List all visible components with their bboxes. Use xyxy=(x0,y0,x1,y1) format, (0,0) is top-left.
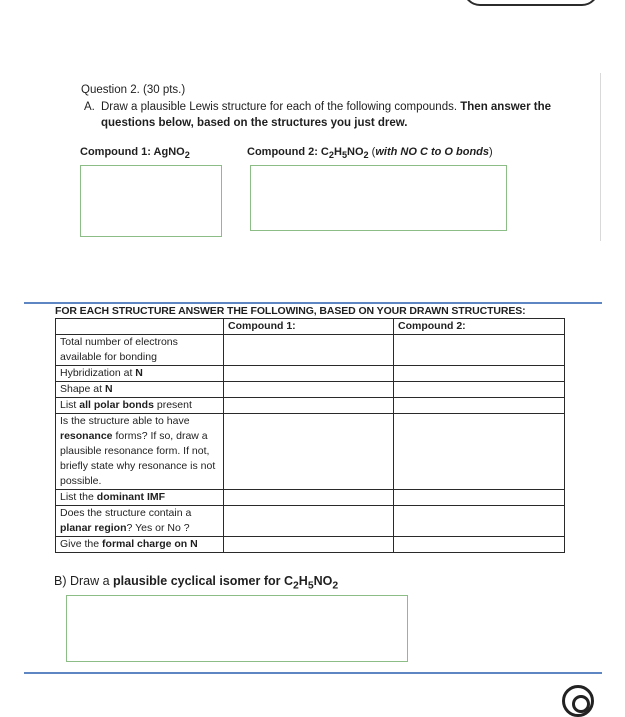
row-label-resonance: Is the structure able to have resonance forms? If so, draw a plausible resonance form. If not, briefly state why resonance is not possible. xyxy=(56,414,224,490)
section-divider-bottom xyxy=(24,672,602,674)
table-row xyxy=(56,366,565,382)
part-a-instructions xyxy=(84,99,604,131)
table-row xyxy=(56,490,565,506)
answer-cell[interactable] xyxy=(224,335,394,366)
answer-cell[interactable] xyxy=(394,506,565,537)
answer-cell[interactable] xyxy=(224,537,394,553)
answer-cell[interactable] xyxy=(224,414,394,490)
right-margin-line xyxy=(600,73,601,241)
answer-cell[interactable] xyxy=(394,414,565,490)
table-row xyxy=(56,398,565,414)
compound-1-label: Compound 1: AgNO$_2$ xyxy=(80,146,190,161)
table-heading: FOR EACH STRUCTURE ANSWER THE FOLLOWING, BASED ON YOUR DRAWN STRUCTURES: xyxy=(55,305,526,317)
row-label-formal-charge: Give the formal charge on N xyxy=(56,537,224,553)
compound-2-label: Compound 2: $C_2H_5NO_2$ (with NO C to O bonds) xyxy=(247,146,493,161)
column-header-compound-2: Compound 2: xyxy=(394,319,565,335)
answer-table xyxy=(55,318,565,553)
section-divider-top xyxy=(24,302,602,304)
app-logo-icon xyxy=(562,685,594,717)
table-row xyxy=(56,414,565,490)
table-row xyxy=(56,537,565,553)
column-header-compound-1: Compound 1: xyxy=(224,319,394,335)
row-label-imf: List the dominant IMF xyxy=(56,490,224,506)
answer-cell[interactable] xyxy=(394,366,565,382)
part-a-bold-2: questions below, based on the structures you just drew. xyxy=(101,117,408,129)
compound-2-note: with NO C to O bonds xyxy=(375,146,490,158)
answer-cell[interactable] xyxy=(394,382,565,398)
part-a-text: Draw a plausible Lewis structure for each of the following compounds. xyxy=(101,101,458,113)
compound-1-drawing-box[interactable] xyxy=(80,165,222,237)
top-rounded-frame xyxy=(463,0,599,6)
answer-cell[interactable] xyxy=(394,490,565,506)
table-row xyxy=(56,335,565,366)
part-b-drawing-box[interactable] xyxy=(66,595,408,662)
answer-cell[interactable] xyxy=(224,506,394,537)
part-a-label: A. xyxy=(84,101,95,113)
row-label-planar: Does the structure contain a planar region? Yes or No ? xyxy=(56,506,224,537)
answer-cell[interactable] xyxy=(224,382,394,398)
question-title: Question 2. (30 pts.) xyxy=(81,84,186,96)
answer-cell[interactable] xyxy=(224,366,394,382)
answer-cell[interactable] xyxy=(394,537,565,553)
table-row xyxy=(56,382,565,398)
answer-cell[interactable] xyxy=(224,398,394,414)
answer-cell[interactable] xyxy=(224,490,394,506)
table-corner-cell xyxy=(56,319,224,335)
row-label-hybridization: Hybridization at N xyxy=(56,366,224,382)
answer-cell[interactable] xyxy=(394,335,565,366)
part-a-bold-1: Then answer the xyxy=(460,101,551,113)
row-label-electrons: Total number of electrons available for bonding xyxy=(56,335,224,366)
table-header-row xyxy=(56,319,565,335)
part-b-prompt: B) Draw a plausible cyclical isomer for $C_2H_5NO_2$ xyxy=(54,574,339,592)
answer-cell[interactable] xyxy=(394,398,565,414)
table-row xyxy=(56,506,565,537)
row-label-shape: Shape at N xyxy=(56,382,224,398)
row-label-polar-bonds: List all polar bonds present xyxy=(56,398,224,414)
compound-2-drawing-box[interactable] xyxy=(250,165,507,231)
